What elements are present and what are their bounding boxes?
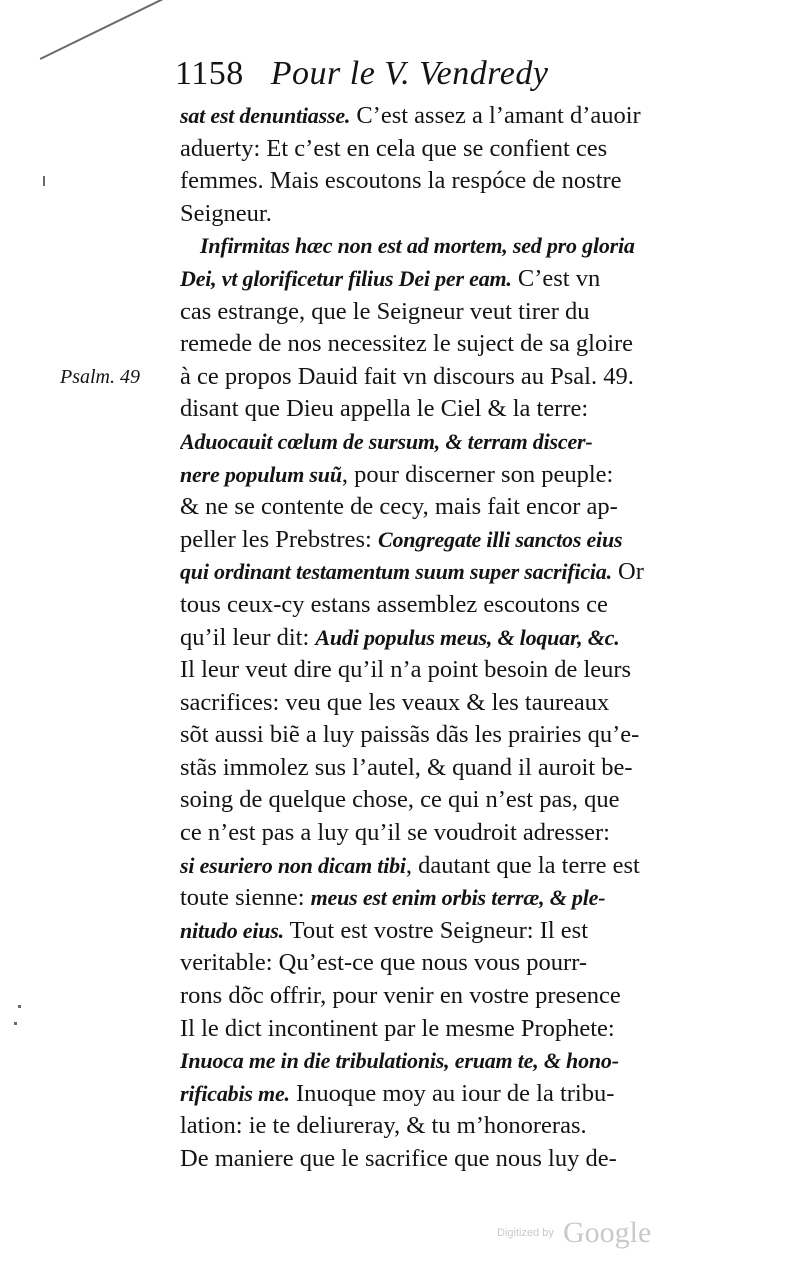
text-segment: sacrifices: veu que les veaux & les taureaux [180,688,610,716]
latin-quote: Inuoca me in die tribulationis, eruam te, & hono- [180,1048,619,1074]
text-line [180,687,680,720]
text-line [180,491,680,524]
running-head [175,52,675,96]
text-line [180,589,680,622]
latin-quote: nere populum suũ [180,461,342,487]
text-line [180,752,680,785]
text-segment: cas estrange, que le Seigneur veut tirer du [180,297,590,325]
margin-note: Psalm. 49 [60,366,140,388]
text-segment: toute sienne: [180,884,311,912]
text-line [180,459,680,492]
text-segment: veritable: Qu’est-ce que nous vous pourr- [180,949,588,977]
latin-quote: meus est enim orbis terræ, & ple- [310,885,606,911]
text-line [180,296,680,329]
text-line [180,100,680,133]
text-line [180,230,680,263]
text-segment: disant que Dieu appella le Ciel & la terre: [180,395,589,423]
text-segment: aduerty: Et c’est en cela que se confient ces [180,134,608,162]
scan-artifact-dot [43,176,45,186]
text-segment: femmes. Mais escoutons la respóce de nostre [180,167,622,195]
running-title: Pour le V. Vendredy [270,55,549,92]
text-line [180,1013,680,1046]
latin-quote: nitudo eius. [180,917,284,943]
text-line [180,263,680,296]
text-line [180,947,680,980]
text-line [180,328,680,361]
text-segment: & ne se contente de cecy, mais fait encor ap- [180,493,618,521]
text-segment: rons dõc offrir, pour venir en vostre presence [180,982,621,1010]
latin-quote: qui ordinant testamentum suum super sacrificia. [180,559,612,585]
text-segment: De maniere que le sacrifice que nous luy de- [180,1145,617,1172]
latin-quote: Congregate illi sanctos eius [378,526,623,552]
text-segment: stãs immolez sus l’autel, & quand il auroit be- [180,753,633,781]
text-segment: lation: ie te deliureray, & tu m’honoreras. [180,1112,587,1140]
text-line [180,784,680,817]
text-segment: qu’il leur dit: [180,623,316,651]
text-line [180,1143,680,1176]
text-line [180,980,680,1013]
page-number: 1158 [175,55,244,92]
text-line [180,1045,680,1078]
text-segment: Or [611,558,644,586]
watermark-brand-logo: Google [562,1216,652,1249]
text-segment: Il leur veut dire qu’il n’a point besoin de leurs [180,656,632,684]
latin-quote: sat est denuntiasse. [180,103,351,128]
text-line [180,556,680,589]
text-line [180,654,680,687]
text-segment: tous ceux-cy estans assemblez escoutons ce [180,590,608,618]
text-segment: remede de nos necessitez le suject de sa gloire [180,330,634,358]
latin-quote: si esuriero non dicam tibi [180,852,406,878]
latin-quote: rificabis me. [180,1080,290,1106]
text-line [180,915,680,948]
text-line [180,393,680,426]
text-segment: ce n’est pas a luy qu’il se voudroit adresser: [180,819,610,847]
scan-artifact-dot [14,1022,17,1025]
text-segment: , dautant que la terre est [405,851,640,879]
text-line [180,817,680,850]
text-line [180,850,680,883]
text-segment: C’est assez a l’amant d’auoir [350,102,641,129]
text-line [180,882,680,915]
text-segment: sõt aussi biẽ a luy paissãs dãs les prairies qu’e- [180,721,640,749]
text-segment: Tout est vostre Seigneur: Il est [283,916,589,944]
body-text [180,100,680,1176]
latin-quote: Infirmitas hæc non est ad mortem, sed pro gloria [200,233,635,259]
text-segment: à ce propos Dauid fait vn discours au Psal. 49. [180,362,634,390]
text-line [180,524,680,557]
text-segment: , pour discerner son peuple: [341,460,614,488]
text-line [180,133,680,166]
scan-artifact-diagonal [40,0,175,59]
text-line [180,165,680,198]
text-line [180,361,680,394]
text-segment: Inuoque moy au iour de la tribu- [289,1079,615,1107]
latin-quote: Aduocauit cœlum de sursum, & terram discer- [180,428,593,454]
scan-artifact-dot [18,1005,21,1008]
latin-quote: Dei, vt glorificetur filius Dei per eam. [180,265,512,291]
text-segment: Il le dict incontinent par le mesme Prophete: [180,1014,615,1042]
watermark [497,1216,667,1256]
watermark-digitized-label: Digitized by [497,1227,554,1239]
text-segment: peller les Prebstres: [180,525,378,553]
text-segment: Seigneur. [180,199,272,227]
text-segment: soing de quelque chose, ce qui n’est pas, que [180,786,620,814]
text-line [180,719,680,752]
text-line [180,1078,680,1111]
text-line [180,1110,680,1143]
text-line [180,622,680,655]
latin-quote: Audi populus meus, & loquar, &c. [315,624,620,650]
text-segment: C’est vn [511,264,601,292]
text-line [180,426,680,459]
text-line [180,198,680,231]
